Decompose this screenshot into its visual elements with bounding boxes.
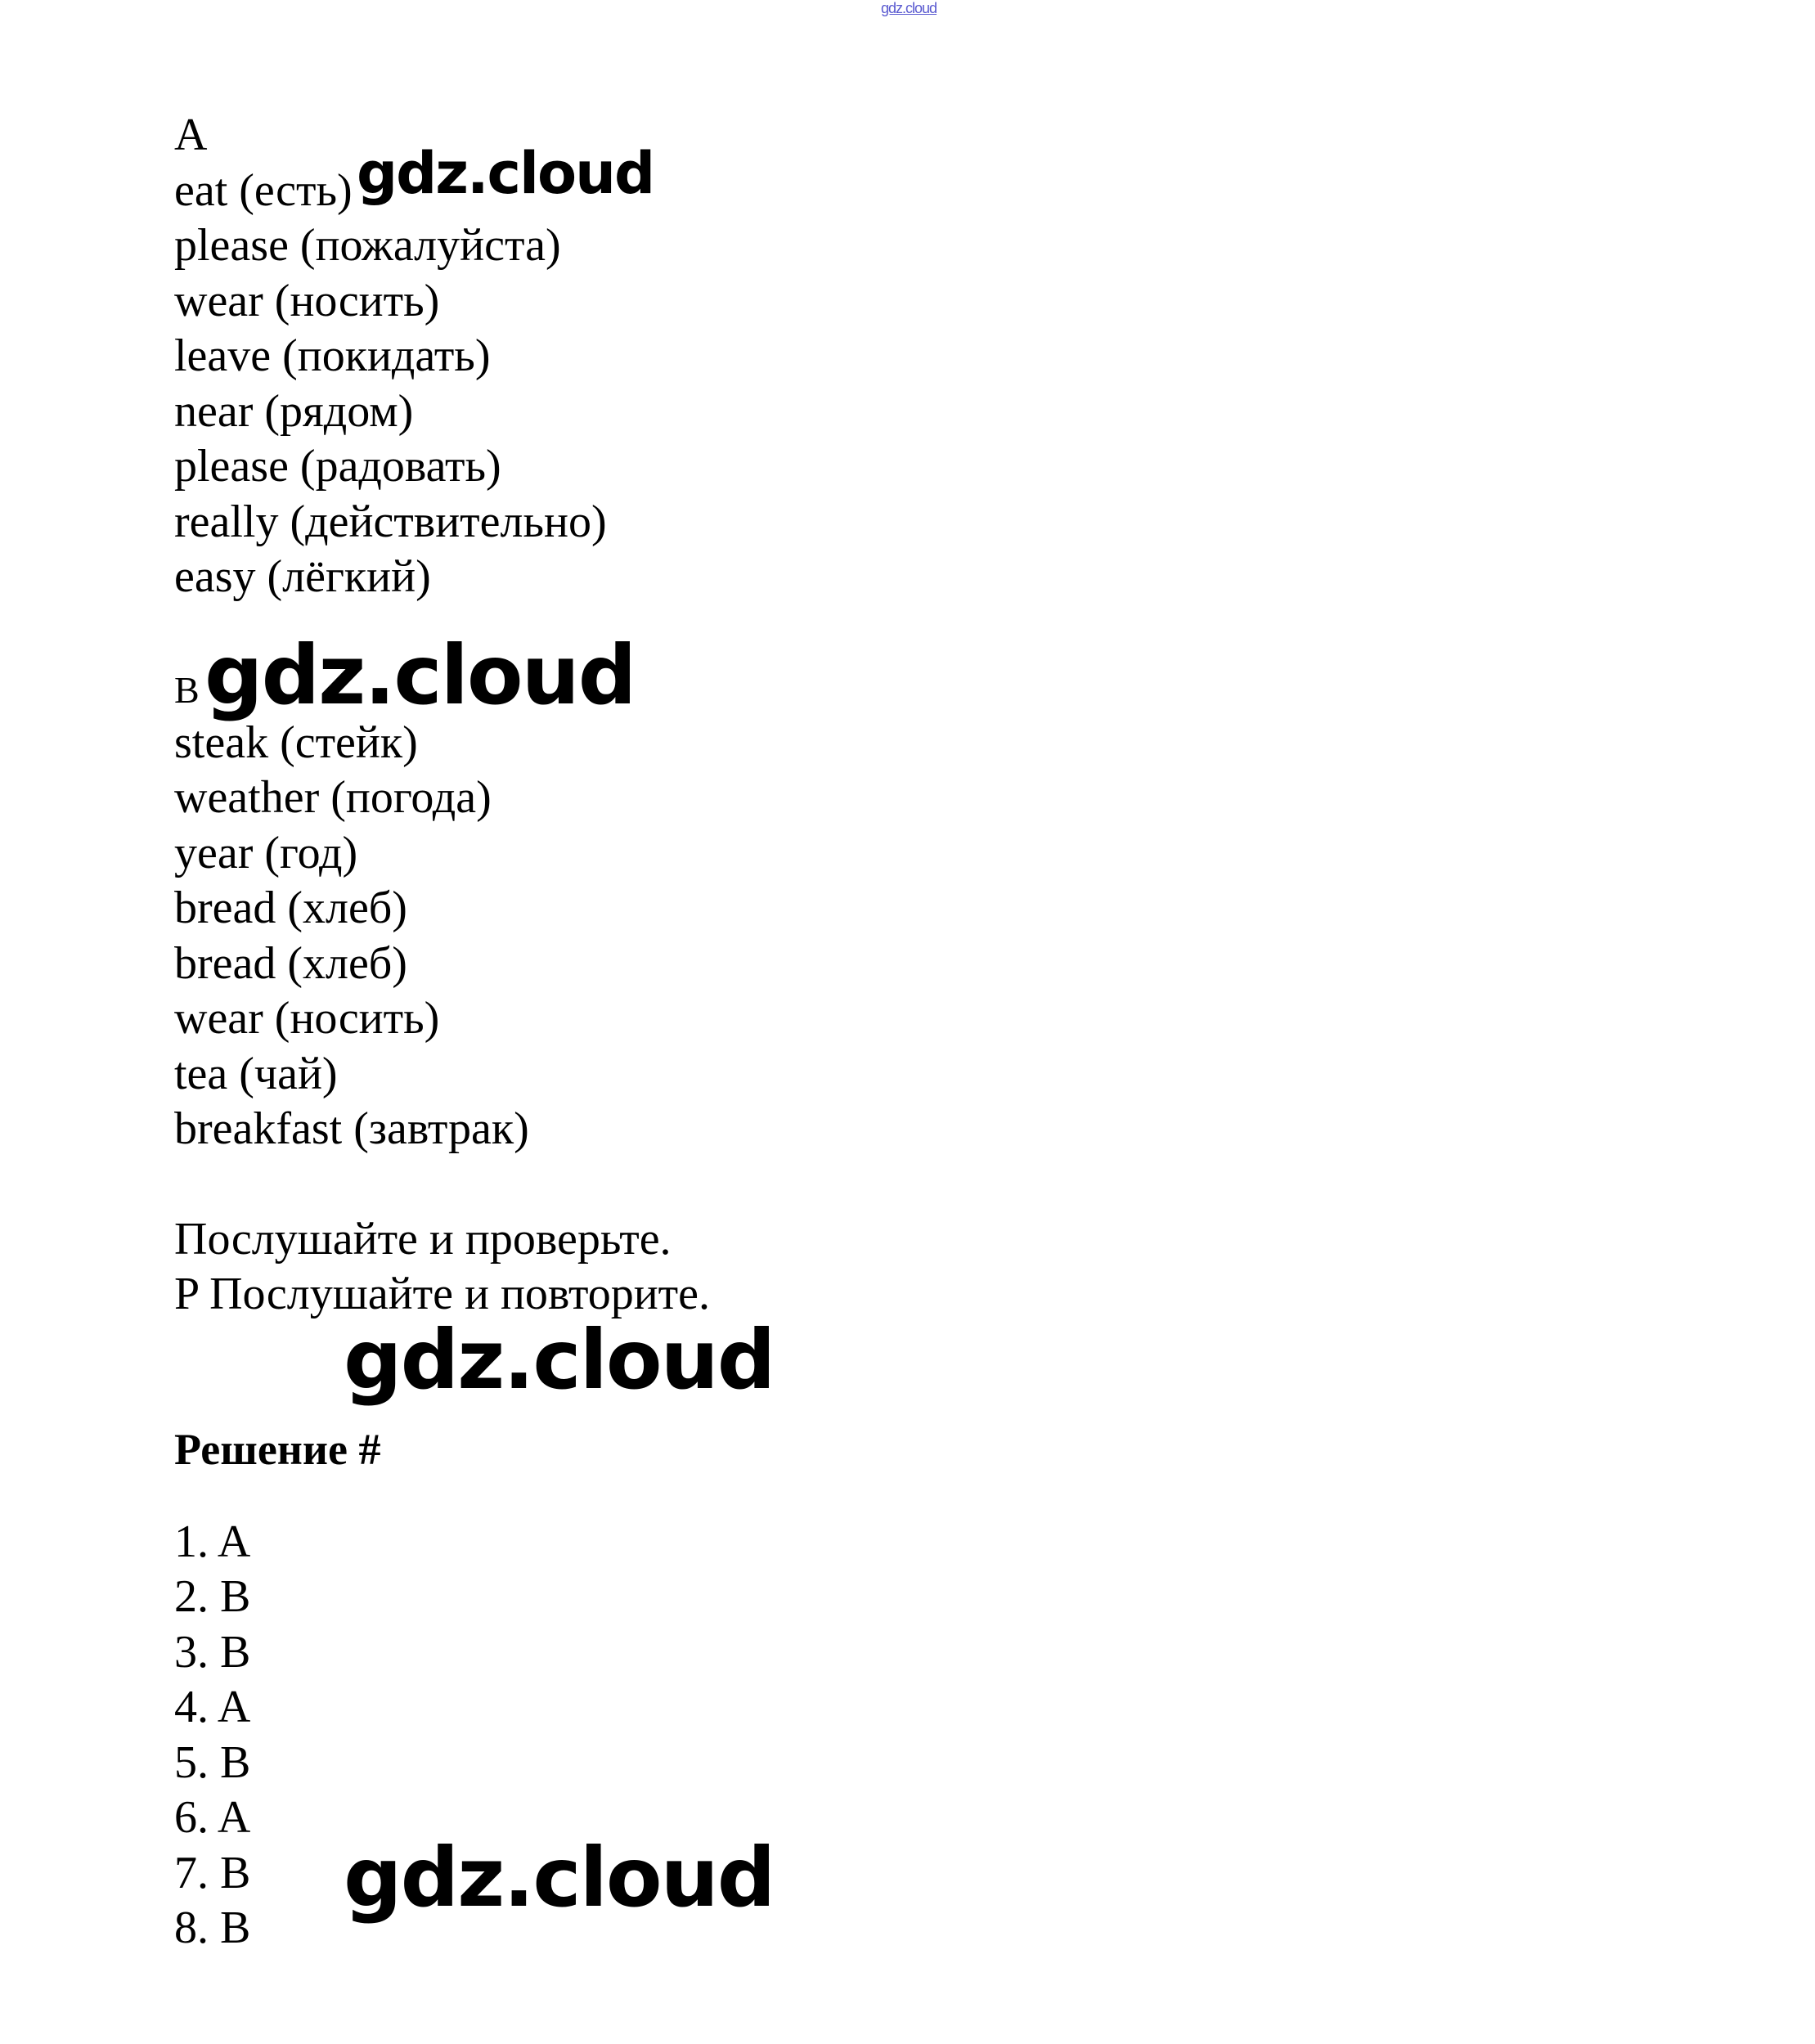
instruction-check: Послушайте и проверьте. xyxy=(174,1214,672,1265)
section-b-label: B xyxy=(174,669,200,711)
answer-6: 6. A xyxy=(174,1792,251,1843)
section-a-item-5: near (рядом) xyxy=(174,386,414,437)
watermark-4: gdz.cloud xyxy=(344,1830,775,1925)
section-a-item-1: eat (есть) xyxy=(174,165,353,216)
top-watermark-text: gdz.cloud xyxy=(881,0,937,16)
section-b-item-7: tea (чай) xyxy=(174,1049,338,1099)
section-b-item-2: weather (погода) xyxy=(174,772,492,823)
solution-title: Решение # xyxy=(174,1425,381,1474)
answer-8: 8. B xyxy=(174,1902,251,1953)
instruction-repeat: P Послушайте и повторите. xyxy=(174,1269,710,1319)
section-b-item-6: wear (носить) xyxy=(174,993,440,1044)
section-a-label: A xyxy=(174,110,208,160)
section-a-item-4: leave (покидать) xyxy=(174,330,491,381)
answer-2: 2. B xyxy=(174,1571,251,1622)
answer-4: 4. A xyxy=(174,1682,251,1732)
section-b-item-1: steak (стейк) xyxy=(174,717,418,768)
section-a-item-7: really (действительно) xyxy=(174,496,607,547)
section-b-item-5: bread (хлеб) xyxy=(174,938,407,989)
answer-1: 1. A xyxy=(174,1516,251,1567)
section-b-item-8: breakfast (завтрак) xyxy=(174,1103,529,1154)
answer-5: 5. B xyxy=(174,1737,251,1788)
section-a-item-2: please (пожалуйста) xyxy=(174,220,561,271)
watermark-3: gdz.cloud xyxy=(344,1312,775,1408)
section-a-item-3: wear (носить) xyxy=(174,276,440,326)
section-a-item-6: please (радовать) xyxy=(174,441,501,492)
section-b-item-4: bread (хлеб) xyxy=(174,883,407,933)
section-a-item-8: easy (лёгкий) xyxy=(174,551,431,602)
watermark-2: gdz.cloud xyxy=(204,627,636,723)
answer-7: 7. B xyxy=(174,1848,251,1898)
section-b-item-3: year (год) xyxy=(174,828,358,878)
watermark-1: gdz.cloud xyxy=(357,140,654,207)
answer-3: 3. B xyxy=(174,1627,251,1678)
